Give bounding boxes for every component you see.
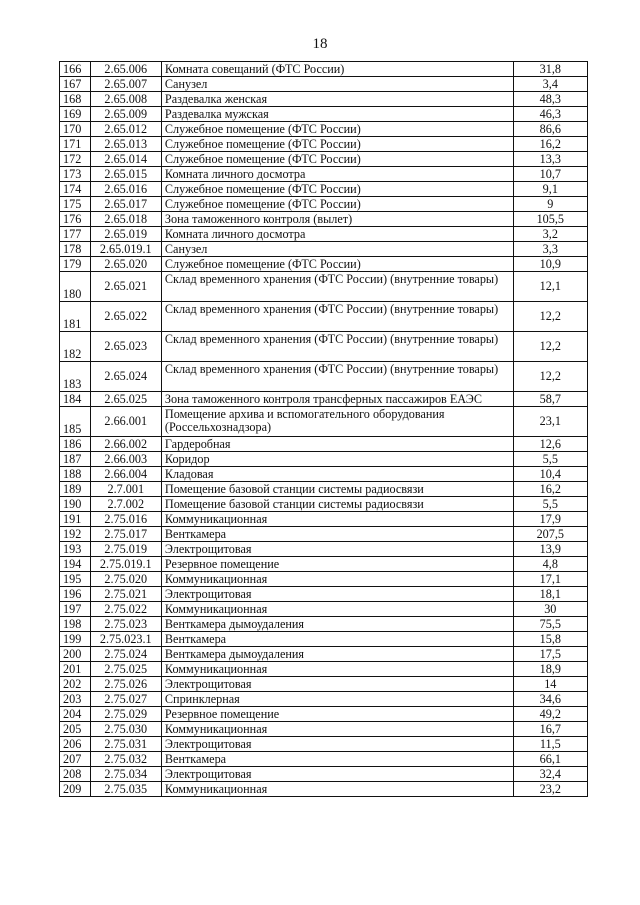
- room-area-cell: 3,3: [513, 242, 587, 257]
- table-row: [60, 242, 588, 257]
- table-row: [60, 437, 588, 452]
- room-name-cell: Резервное помещение: [161, 557, 513, 572]
- page-number: 18: [312, 36, 328, 52]
- row-number-cell: 207: [60, 752, 91, 767]
- table-row: [60, 572, 588, 587]
- room-area-cell: 17,1: [513, 572, 587, 587]
- room-code-cell: 2.65.016: [90, 182, 161, 197]
- room-area-cell: 23,1: [513, 407, 587, 437]
- room-area-cell: 10,9: [513, 257, 587, 272]
- room-area-cell: 3,4: [513, 77, 587, 92]
- room-code-cell: 2.65.018: [90, 212, 161, 227]
- room-name-cell: Венткамера дымоудаления: [161, 647, 513, 662]
- row-number-cell: 175: [60, 197, 91, 212]
- table-row: [60, 512, 588, 527]
- room-area-cell: 13,3: [513, 152, 587, 167]
- row-number-cell: 169: [60, 107, 91, 122]
- table-row: [60, 392, 588, 407]
- row-number-cell: 202: [60, 677, 91, 692]
- table-row: [60, 62, 588, 77]
- row-number-cell: 168: [60, 92, 91, 107]
- room-code-cell: 2.65.025: [90, 392, 161, 407]
- room-area-cell: 11,5: [513, 737, 587, 752]
- table-row: [60, 737, 588, 752]
- table-row: [60, 272, 588, 302]
- room-name-cell: Служебное помещение (ФТС России): [161, 137, 513, 152]
- row-number-cell: 179: [60, 257, 91, 272]
- table-row: [60, 452, 588, 467]
- table-row: [60, 692, 588, 707]
- room-code-cell: 2.7.001: [90, 482, 161, 497]
- room-code-cell: 2.65.020: [90, 257, 161, 272]
- room-code-cell: 2.66.004: [90, 467, 161, 482]
- table-row: [60, 77, 588, 92]
- row-number-cell: 167: [60, 77, 91, 92]
- room-area-cell: 16,7: [513, 722, 587, 737]
- room-code-cell: 2.65.023: [90, 332, 161, 362]
- room-code-cell: 2.75.020: [90, 572, 161, 587]
- room-name-cell: Венткамера: [161, 527, 513, 542]
- row-number-cell: 172: [60, 152, 91, 167]
- table-row: [60, 257, 588, 272]
- room-name-cell: Служебное помещение (ФТС России): [161, 257, 513, 272]
- table-row: [60, 92, 588, 107]
- row-number-cell: 185: [60, 407, 91, 437]
- row-number-cell: 197: [60, 602, 91, 617]
- room-name-cell: Коммуникационная: [161, 782, 513, 797]
- room-area-cell: 66,1: [513, 752, 587, 767]
- room-name-cell: Коммуникационная: [161, 722, 513, 737]
- room-code-cell: 2.65.013: [90, 137, 161, 152]
- room-code-cell: 2.75.019.1: [90, 557, 161, 572]
- room-code-cell: 2.65.008: [90, 92, 161, 107]
- room-area-cell: 12,2: [513, 362, 587, 392]
- row-number-cell: 180: [60, 272, 91, 302]
- room-name-cell: Венткамера: [161, 632, 513, 647]
- row-number-cell: 183: [60, 362, 91, 392]
- room-area-cell: 10,4: [513, 467, 587, 482]
- room-code-cell: 2.66.002: [90, 437, 161, 452]
- room-area-cell: 58,7: [513, 392, 587, 407]
- room-code-cell: 2.75.022: [90, 602, 161, 617]
- row-number-cell: 195: [60, 572, 91, 587]
- table-row: [60, 152, 588, 167]
- room-name-cell: Комната личного досмотра: [161, 227, 513, 242]
- room-name-cell: Зона таможенного контроля трансферных пассажиров ЕАЭС: [161, 392, 513, 407]
- room-name-cell: Комната совещаний (ФТС России): [161, 62, 513, 77]
- room-name-cell: Склад временного хранения (ФТС России) (внутренние товары): [161, 332, 513, 362]
- room-code-cell: 2.75.016: [90, 512, 161, 527]
- room-code-cell: 2.75.035: [90, 782, 161, 797]
- room-code-cell: 2.66.003: [90, 452, 161, 467]
- room-name-cell: Электрощитовая: [161, 737, 513, 752]
- room-area-cell: 10,7: [513, 167, 587, 182]
- table-row: [60, 407, 588, 437]
- room-name-cell: Служебное помещение (ФТС России): [161, 182, 513, 197]
- room-code-cell: 2.65.009: [90, 107, 161, 122]
- row-number-cell: 166: [60, 62, 91, 77]
- room-code-cell: 2.75.029: [90, 707, 161, 722]
- room-area-cell: 3,2: [513, 227, 587, 242]
- row-number-cell: 176: [60, 212, 91, 227]
- room-code-cell: 2.65.024: [90, 362, 161, 392]
- table-row: [60, 467, 588, 482]
- row-number-cell: 193: [60, 542, 91, 557]
- room-area-cell: 9: [513, 197, 587, 212]
- room-name-cell: Электрощитовая: [161, 587, 513, 602]
- table-row: [60, 122, 588, 137]
- row-number-cell: 174: [60, 182, 91, 197]
- room-name-cell: Санузел: [161, 77, 513, 92]
- table-row: [60, 707, 588, 722]
- table-row: [60, 302, 588, 332]
- table-row: [60, 197, 588, 212]
- room-area-cell: 14: [513, 677, 587, 692]
- room-code-cell: 2.75.025: [90, 662, 161, 677]
- row-number-cell: 205: [60, 722, 91, 737]
- room-area-cell: 17,5: [513, 647, 587, 662]
- room-area-cell: 30: [513, 602, 587, 617]
- room-code-cell: 2.75.027: [90, 692, 161, 707]
- room-area-cell: 15,8: [513, 632, 587, 647]
- room-code-cell: 2.75.024: [90, 647, 161, 662]
- room-name-cell: Спринклерная: [161, 692, 513, 707]
- room-code-cell: 2.75.021: [90, 587, 161, 602]
- room-name-cell: Гардеробная: [161, 437, 513, 452]
- room-area-cell: 32,4: [513, 767, 587, 782]
- row-number-cell: 188: [60, 467, 91, 482]
- room-name-cell: Склад временного хранения (ФТС России) (внутренние товары): [161, 272, 513, 302]
- table-row: [60, 542, 588, 557]
- row-number-cell: 178: [60, 242, 91, 257]
- room-area-cell: 105,5: [513, 212, 587, 227]
- row-number-cell: 182: [60, 332, 91, 362]
- room-name-cell: Раздевалка мужская: [161, 107, 513, 122]
- room-code-cell: 2.65.022: [90, 302, 161, 332]
- row-number-cell: 194: [60, 557, 91, 572]
- room-name-cell: Венткамера: [161, 752, 513, 767]
- room-code-cell: 2.75.019: [90, 542, 161, 557]
- room-area-cell: 5,5: [513, 497, 587, 512]
- room-name-cell: Помещение базовой станции системы радиосвязи: [161, 482, 513, 497]
- table-row: [60, 632, 588, 647]
- room-area-cell: 86,6: [513, 122, 587, 137]
- row-number-cell: 189: [60, 482, 91, 497]
- room-name-cell: Помещение базовой станции системы радиосвязи: [161, 497, 513, 512]
- room-code-cell: 2.66.001: [90, 407, 161, 437]
- room-area-cell: 9,1: [513, 182, 587, 197]
- table-row: [60, 602, 588, 617]
- room-area-cell: 49,2: [513, 707, 587, 722]
- room-area-cell: 4,8: [513, 557, 587, 572]
- table-row: [60, 647, 588, 662]
- row-number-cell: 190: [60, 497, 91, 512]
- row-number-cell: 184: [60, 392, 91, 407]
- table-row: [60, 362, 588, 392]
- room-code-cell: 2.75.017: [90, 527, 161, 542]
- room-name-cell: Комната личного досмотра: [161, 167, 513, 182]
- table-row: [60, 212, 588, 227]
- row-number-cell: 181: [60, 302, 91, 332]
- room-name-cell: Электрощитовая: [161, 542, 513, 557]
- room-name-cell: Склад временного хранения (ФТС России) (внутренние товары): [161, 362, 513, 392]
- table-row: [60, 332, 588, 362]
- premises-table-body: [60, 62, 588, 797]
- room-area-cell: 12,6: [513, 437, 587, 452]
- table-row: [60, 182, 588, 197]
- room-name-cell: Коммуникационная: [161, 602, 513, 617]
- room-code-cell: 2.65.012: [90, 122, 161, 137]
- table-row: [60, 782, 588, 797]
- room-code-cell: 2.7.002: [90, 497, 161, 512]
- room-name-cell: Кладовая: [161, 467, 513, 482]
- row-number-cell: 209: [60, 782, 91, 797]
- room-name-cell: Служебное помещение (ФТС России): [161, 122, 513, 137]
- table-row: [60, 767, 588, 782]
- room-name-cell: Зона таможенного контроля (вылет): [161, 212, 513, 227]
- room-area-cell: 12,2: [513, 332, 587, 362]
- table-row: [60, 722, 588, 737]
- room-code-cell: 2.75.032: [90, 752, 161, 767]
- row-number-cell: 173: [60, 167, 91, 182]
- row-number-cell: 206: [60, 737, 91, 752]
- room-area-cell: 17,9: [513, 512, 587, 527]
- table-row: [60, 497, 588, 512]
- room-name-cell: Электрощитовая: [161, 767, 513, 782]
- room-code-cell: 2.75.030: [90, 722, 161, 737]
- room-name-cell: Коммуникационная: [161, 662, 513, 677]
- row-number-cell: 187: [60, 452, 91, 467]
- room-code-cell: 2.65.019.1: [90, 242, 161, 257]
- room-code-cell: 2.75.023.1: [90, 632, 161, 647]
- table-row: [60, 662, 588, 677]
- room-area-cell: 18,1: [513, 587, 587, 602]
- row-number-cell: 204: [60, 707, 91, 722]
- row-number-cell: 177: [60, 227, 91, 242]
- room-code-cell: 2.65.019: [90, 227, 161, 242]
- room-code-cell: 2.65.007: [90, 77, 161, 92]
- row-number-cell: 198: [60, 617, 91, 632]
- room-area-cell: 12,2: [513, 302, 587, 332]
- room-area-cell: 48,3: [513, 92, 587, 107]
- table-row: [60, 527, 588, 542]
- room-name-cell: Склад временного хранения (ФТС России) (внутренние товары): [161, 302, 513, 332]
- row-number-cell: 186: [60, 437, 91, 452]
- room-code-cell: 2.65.021: [90, 272, 161, 302]
- row-number-cell: 192: [60, 527, 91, 542]
- room-area-cell: 31,8: [513, 62, 587, 77]
- table-row: [60, 167, 588, 182]
- row-number-cell: 203: [60, 692, 91, 707]
- room-name-cell: Раздевалка женская: [161, 92, 513, 107]
- room-name-cell: Резервное помещение: [161, 707, 513, 722]
- table-row: [60, 557, 588, 572]
- room-name-cell: Коридор: [161, 452, 513, 467]
- room-area-cell: 13,9: [513, 542, 587, 557]
- room-area-cell: 34,6: [513, 692, 587, 707]
- room-area-cell: 23,2: [513, 782, 587, 797]
- table-row: [60, 587, 588, 602]
- room-area-cell: 12,1: [513, 272, 587, 302]
- table-row: [60, 137, 588, 152]
- room-area-cell: 16,2: [513, 137, 587, 152]
- room-area-cell: 75,5: [513, 617, 587, 632]
- room-name-cell: Коммуникационная: [161, 512, 513, 527]
- table-row: [60, 677, 588, 692]
- room-area-cell: 46,3: [513, 107, 587, 122]
- room-name-cell: Венткамера дымоудаления: [161, 617, 513, 632]
- row-number-cell: 170: [60, 122, 91, 137]
- room-code-cell: 2.75.034: [90, 767, 161, 782]
- row-number-cell: 171: [60, 137, 91, 152]
- room-code-cell: 2.75.026: [90, 677, 161, 692]
- room-code-cell: 2.75.031: [90, 737, 161, 752]
- room-area-cell: 207,5: [513, 527, 587, 542]
- room-code-cell: 2.65.014: [90, 152, 161, 167]
- room-code-cell: 2.65.015: [90, 167, 161, 182]
- room-code-cell: 2.75.023: [90, 617, 161, 632]
- row-number-cell: 196: [60, 587, 91, 602]
- room-name-cell: Электрощитовая: [161, 677, 513, 692]
- room-name-cell: Служебное помещение (ФТС России): [161, 197, 513, 212]
- table-row: [60, 482, 588, 497]
- row-number-cell: 208: [60, 767, 91, 782]
- row-number-cell: 191: [60, 512, 91, 527]
- room-area-cell: 16,2: [513, 482, 587, 497]
- table-row: [60, 227, 588, 242]
- room-name-cell: Санузел: [161, 242, 513, 257]
- room-area-cell: 5,5: [513, 452, 587, 467]
- room-code-cell: 2.65.017: [90, 197, 161, 212]
- room-code-cell: 2.65.006: [90, 62, 161, 77]
- table-row: [60, 617, 588, 632]
- table-row: [60, 752, 588, 767]
- room-name-cell: Помещение архива и вспомогательного оборудования (Россельхознадзора): [161, 407, 513, 437]
- table-row: [60, 107, 588, 122]
- room-name-cell: Служебное помещение (ФТС России): [161, 152, 513, 167]
- row-number-cell: 199: [60, 632, 91, 647]
- room-area-cell: 18,9: [513, 662, 587, 677]
- row-number-cell: 200: [60, 647, 91, 662]
- room-name-cell: Коммуникационная: [161, 572, 513, 587]
- row-number-cell: 201: [60, 662, 91, 677]
- premises-table: [59, 61, 588, 797]
